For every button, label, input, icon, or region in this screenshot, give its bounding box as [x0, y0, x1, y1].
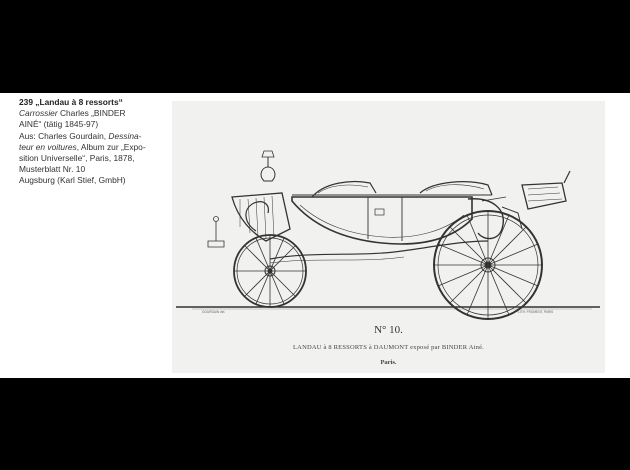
maker-name: Charles „BINDER	[57, 108, 126, 119]
plate-number: N° 10.	[374, 324, 403, 336]
caption-source	[19, 131, 169, 142]
source-role-2: teur en voitures	[19, 141, 77, 152]
source-rest: , Album zur „Expo-	[76, 141, 146, 152]
caption-source-2	[19, 142, 169, 153]
caption-collection: Augsburg (Karl Stief, GmbH)	[19, 175, 126, 186]
credit-left: GOURDAIN del.	[202, 310, 226, 314]
caption-sheet: Musterblatt Nr. 10	[19, 164, 86, 175]
plate-inscription: LANDAU à 8 RESSORTS à DAUMONT exposé par BINDER Ainé.	[293, 344, 484, 351]
source-role: Dessina-	[108, 130, 142, 141]
plate-city: Paris.	[380, 359, 397, 366]
caption-title: 239 „Landau à 8 ressorts“	[19, 97, 123, 107]
caption-source-3: sition Universelle“, Paris, 1878,	[19, 153, 135, 164]
front-wheel	[234, 235, 306, 307]
source-prefix: Aus: Charles Gourdain,	[19, 130, 109, 141]
lithograph-plate	[172, 101, 605, 373]
front-seat	[232, 193, 290, 241]
credit-right: LITH. FROMENT, PARIS	[518, 310, 554, 314]
maker-role: Carrossier	[19, 108, 58, 119]
figure-caption	[19, 97, 169, 187]
rear-seat	[522, 183, 566, 209]
caption-maker	[19, 108, 169, 119]
caption-maker-2: AINÉ“ (tätig 1845-97)	[19, 119, 99, 130]
rear-wheel	[434, 211, 542, 319]
book-page	[0, 93, 630, 378]
